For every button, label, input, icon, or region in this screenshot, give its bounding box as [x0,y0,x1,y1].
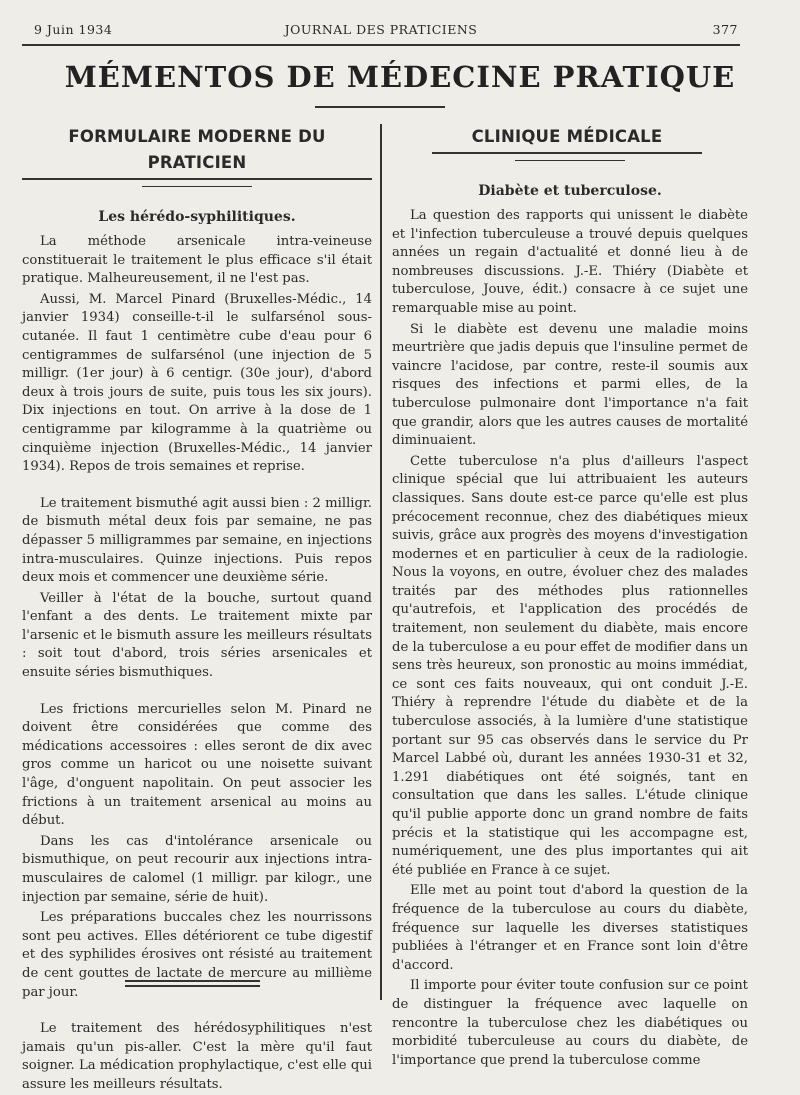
left-paragraph-1: La méthode arsenicale intra-veineuse constituerait le traitement le plus efficace s'il était pratique. Malheureusement, il ne l'est pas. [22,234,372,287]
left-paragraph-6: Dans les cas d'intolérance arsenicale ou bismuthique, on peut recourir aux injections intra-musculaires de calomel (1 milligr. par kilogr., une injection par semaine, série de huit). [22,833,372,905]
right-section-heading: CLINIQUE MÉDICALE [432,124,702,154]
left-column [22,124,372,1095]
right-heading-rule [515,160,625,161]
page-title: MÉMENTOS DE MÉDECINE PRATIQUE [64,60,736,94]
right-paragraph-5: Il importe pour éviter toute confusion sur ce point de distinguer la fréquence avec laquelle on rencontre la tuberculose chez les diabétiques ou morbidité tuberculeuse au cours du diabète, de l'importance que prend la tuberculose comme [392,978,748,1068]
left-article-title: Les hérédo-syphilitiques. [98,209,296,225]
left-paragraph-4: Veiller à l'état de la bouche, surtout quand l'enfant a des dents. Le traitement mixte par l'arsenic et le bismuth assure les meilleurs résultats : soit tout d'abord, trois séries arsenicales et ensuite séries bismuthiques. [22,590,372,681]
right-article-title: Diabète et tuberculose. [478,183,662,199]
header-date: 9 Juin 1934 [34,22,113,37]
right-paragraph-4: Elle met au point tout d'abord la question de la fréquence de la tuberculose au cours du diabète, fréquence sur laquelle les diverses statistiques publiées à l'étranger et en France sont loin d'être d'accord. [392,883,748,973]
title-rule [315,106,445,108]
left-paragraph-2: Aussi, M. Marcel Pinard (Bruxelles-Médic., 14 janvier 1934) conseille-t-il le sulfarsénol sous-cutanée. Il faut 1 centimètre cube d'eau pour 6 centigrammes de sulfarsénol (une injection de 5 milligr. (1er jour) à 6 centigr. (30e jour), d'abord deux à trois jours de suite, puis tous les six jours). Dix injections en tout. On arrive à la dose de 1 centigramme par kilogramme à la quatrième ou cinquième injection (Bruxelles-Médic., 14 janvier 1934). Repos de trois semaines et reprise. [22,291,372,475]
header-page-number: 377 [712,22,738,37]
right-paragraph-2: Si le diabète est devenu une maladie moins meurtrière que jadis depuis que l'insuline permet de vaincre l'acidose, par contre, reste-il soumis aux risques des infections et parmi elles, de la tuberculose pulmonaire dont l'importance n'a fait que grandir, alors que les autres causes de mortalité diminuaient. [392,321,748,449]
left-paragraph-5: Les frictions mercurielles selon M. Pinard ne doivent être considérées que comme des médications accessoires : elles seront de dix avec gros comme un haricot ou une noisette suivant l'âge, d'onguent napolitain. On peut associer les frictions à un traitement arsenical au moins au début. [22,701,372,829]
running-header [22,16,740,46]
left-paragraph-3: Le traitement bismuthé agit aussi bien : 2 milligr. de bismuth métal deux fois par semaine, ne pas dépasser 5 milligrammes par semaine, en injections intra-musculaires. Quinze injections. Puis repos deux mois et commencer une deuxième série. [22,495,372,586]
header-journal-title: JOURNAL DES PRATICIENS [284,22,478,37]
column-divider [380,124,382,1000]
left-section-heading: FORMULAIRE MODERNE DU PRATICIEN [22,124,372,180]
left-paragraph-7: Les préparations buccales chez les nourrissons sont peu actives. Elles détériorent ce tube digestif et des syphilides érosives ont résisté au traitement de cent gouttes de lactate de mercure au millième par jour. [22,910,372,1000]
end-of-article-rules [125,980,260,990]
left-heading-rule [142,186,252,187]
right-paragraph-3: Cette tuberculose n'a plus d'ailleurs l'aspect clinique spécial que lui attribuaient les auteurs classiques. Sans doute est-ce parce qu'elle est plus précocement reconnue, chez des diabétiques mieux suivis, grâce aux progrès des moyens d'investigation modernes et en particulier à ceux de la radiologie. Nous la voyons, en outre, évoluer chez des malades traités par des méthodes plus rationnelles qu'autrefois, et l'application des procédés de traitement, non seulement du diabète, mais encore de la tuberculose a eu pour effet de modifier dans un sens très heureux, son pronostic au moins immédiat, ce sont ces faits nouveaux, qui ont conduit J.-E. Thiéry à reprendre l'étude du diabète et de la tuberculose associés, à la lumière d'une statistique portant sur 95 cas observés dans le service du Pr Marcel Labbé où, durant les années 1930-31 et 32, 1.291 diabétiques ont été soignés, tant en consultation que dans les salles. L'étude clinique qu'il publie apporte donc un grand nombre de faits précis et la statistique qui les accompagne est, numériquement, une des plus importantes qui ait été publiée en France à ce sujet. [392,453,748,878]
right-paragraph-1: La question des rapports qui unissent le diabète et l'infection tuberculeuse a trouvé depuis quelques années un regain d'actualité et donné lieu à de nombreuses discussions. J.-E. Thiéry (Diabète et tuberculose, Jouve, édit.) consacre à ce sujet une remarquable mise au point. [392,208,748,316]
left-paragraph-8: Le traitement des hérédosyphilitiques n'est jamais qu'un pis-aller. C'est la mère qu'il faut soigner. La médication prophylactique, c'est elle qui assure les meilleurs résultats. [22,1021,372,1092]
right-column [392,124,748,1070]
